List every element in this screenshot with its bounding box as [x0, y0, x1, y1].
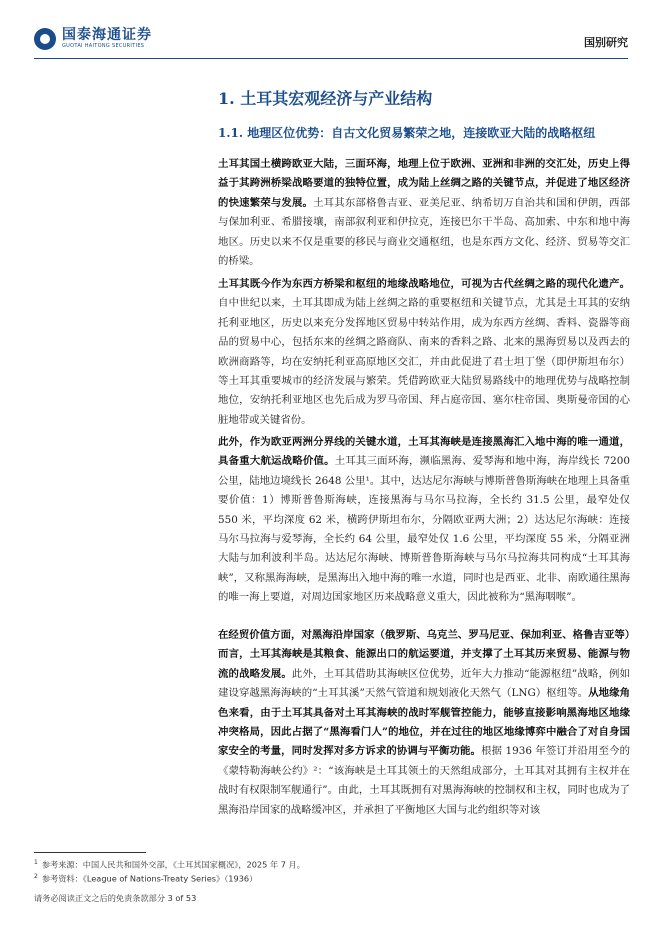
paragraph-2 — [218, 275, 630, 430]
logo-company-cn: 国泰海通证券 — [62, 27, 152, 43]
logo-company-en: GUOTAI HAITONG SECURITIES — [62, 43, 145, 49]
paragraph-4-lead: 在经贸价值方面，对黑海沿岸国家（俄罗斯、乌克兰、罗马尼亚、保加利亚、格鲁吉亚等）而言，土耳其海峡是其粮食、能源出口的航运要道，并支撑了土耳其历来贸易、能源与物流的战略发展。 — [218, 629, 630, 680]
section-title: 1. 土耳其宏观经济与产业结构 — [218, 89, 433, 108]
footnote-1 — [34, 857, 305, 871]
logo-icon — [34, 28, 56, 50]
paragraph-2-lead: 土耳其既今作为东西方桥梁和枢纽的地缘战略地位，可视为古代丝绸之路的现代化遗产。 — [218, 278, 630, 290]
paragraph-1-body: 土耳其东部格鲁吉亚、亚美尼亚、纳希切万自治共和国和伊朗，西部与保加利亚、希腊接壤，南部叙利亚和伊拉克，连接巴尔干半岛、高加索、中东和地中海地区。历史以来不仅是重要的移民与商业交通枢纽，也是东西方文化、经济、贸易等交汇的桥梁。 — [218, 196, 631, 268]
footnote-2 — [34, 871, 305, 885]
paragraph-4-body-1: 此外，土耳其借助其海峡区位优势，近年大力推动“能源枢纽”战略，例如建设穿越黑海海峡的“土耳其溪”天然气管道和规划液化天然气（LNG）枢纽等。 — [218, 667, 630, 700]
company-logo — [34, 28, 152, 50]
paragraph-3-lead: 此外，作为欧亚两洲分界线的关键水道，土耳其海峡是连接黑海汇入地中海的唯一通道，具备重大航运战略价值。 — [218, 436, 630, 468]
paragraph-3 — [218, 433, 630, 608]
footnote-1-text: 参考来源：中国人民共和国外交部，《土耳其国家概况》，2025 年 7 月。 — [41, 859, 305, 870]
footnote-1-num: 1 — [34, 859, 38, 866]
footnote-2-num: 2 — [34, 872, 38, 880]
page-header — [0, 0, 662, 62]
footnote-divider — [34, 852, 146, 853]
paragraph-3-body: 土耳其三面环海，濒临黑海、爱琴海和地中海，海岸线长 7200 公里，陆地边境线长 2648 公里¹。其中，达达尼尔海峡与博斯普鲁斯海峡在地理上具备重要价值：1）博斯普鲁斯海峡，连接黑海与马尔马拉海，全长约 31.5 公里，最窄处仅 550 米，平均深度 62 米，横跨伊斯坦布尔，分隔欧亚两大洲；2）达达尼尔海峡：连接马尔马拉海与爱琴海，全长约 64 公里，最窄处仅 1.6 公里，平均深度 55 米，分隔亚洲大陆与加利波利半岛。达达尼尔海峡、博斯普鲁斯海峡与马尔马拉海共同构成“土耳其海峡”，又称黑海海峡，是黑海出入地中海的唯一水道，同时也是西亚、北非、南欧通往黑海的唯一海上要道，对周边国家地区历来战略意义重大，因此被称为“黑海咽喉”。 — [218, 455, 630, 604]
footnotes — [34, 857, 305, 884]
paragraph-4 — [218, 626, 630, 820]
report-category: 国别研究 — [584, 36, 628, 49]
header-divider — [34, 58, 628, 59]
footnote-2-text: 参考资料：《League of Nations-Treaty Series》（1936） — [41, 873, 258, 884]
paragraph-4-body-2: 根据 1936 年签订并沿用至今的《蒙特勒海峡公约》²：“该海峡是土耳其领土的天然组成部分，土耳其对其拥有主权并在战时有权限制军舰通行”。由此，土耳其既拥有对黑海海峡的控制权和主权，同时也成为了黑海沿岸国家的战略缓冲区，并承担了平衡地区大国与北约组织等对该 — [218, 745, 630, 816]
page-footer-disclaimer: 请务必阅读正文之后的免责条款部分 3 of 53 — [34, 893, 197, 903]
paragraph-4-emphasis: 从地缘角色来看，由于土耳其具备对土耳其海峡的战时军舰管控能力，能够直接影响黑海地区地缘冲突格局，因此占据了“黑海看门人”的地位，并在过往的地区地缘博弈中融合了对自身国家安全的考量，同时发挥对多方诉求的协调与平衡功能。 — [218, 687, 631, 758]
paragraph-1 — [218, 155, 630, 271]
subsection-title: 1.1. 地理区位优势：自古文化贸易繁荣之地，连接欧亚大陆的战略枢纽 — [218, 126, 596, 140]
paragraph-2-body: 自中世纪以来，土耳其即成为陆上丝绸之路的重要枢纽和关键节点，尤其是土耳其的安纳托利亚地区，历史以来充分发挥地区贸易中转站作用，成为东西方丝绸、香料、瓷器等商品的贸易中心，包括东来的丝绸之路商队、南来的香料之路、北来的黑海贸易以及西去的欧洲商路等，均在安纳托利亚高原地区交汇，并由此促进了君士坦丁堡（即伊斯坦布尔）等土耳其重要城市的经济发展与繁荣。凭借跨欧亚大陆贸易路线中的地理优势与战略控制地位，安纳托利亚地区也先后成为罗马帝国、拜占庭帝国、塞尔柱帝国、奥斯曼帝国的心脏地带或关键省份。 — [218, 297, 630, 426]
paragraph-1-lead: 土耳其国土横跨欧亚大陆，三面环海，地理上位于欧洲、亚洲和非洲的交汇处，历史上得益于其跨洲桥梁战略要道的独特位置，成为陆上丝绸之路的关键节点，并促进了地区经济的快速繁荣与发展。 — [218, 158, 630, 209]
